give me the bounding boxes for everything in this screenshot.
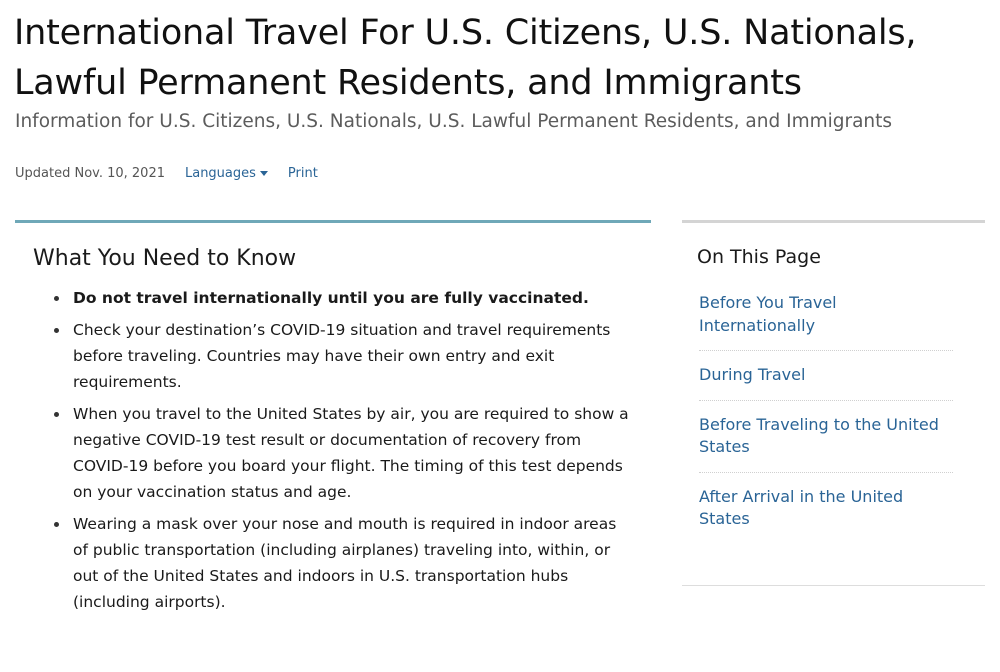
languages-dropdown[interactable] — [185, 166, 268, 181]
page-subtitle: Information for U.S. Citizens, U.S. Nationals, U.S. Lawful Permanent Residents, and Immigrants — [15, 111, 893, 132]
list-item: When you travel to the United States by air, you are required to show a negative COVID-19 test result or documentation of recovery from COVID-19 before you board your flight. The timing of this test depends on your vaccination status and age. — [73, 401, 633, 505]
key-points-list — [73, 285, 633, 621]
list-item: Do not travel internationally until you are fully vaccinated. — [73, 285, 633, 311]
sidebar-link-before-traveling-to-us[interactable]: Before Traveling to the United States — [699, 414, 939, 456]
print-link[interactable]: Print — [287, 165, 318, 181]
sidebar-link-before-you-travel[interactable]: Before You Travel Internationally — [699, 293, 837, 335]
sidebar-item — [699, 485, 953, 544]
sidebar-link-during-travel[interactable]: During Travel — [699, 365, 806, 384]
page-meta-row — [15, 163, 318, 183]
card-heading: What You Need to Know — [33, 246, 297, 271]
what-you-need-to-know-card — [15, 220, 651, 663]
list-item: Wearing a mask over your nose and mouth is required in indoor areas of public transportation (including airplanes) traveling into, within, or out of the United States and indoors in U.S. transportation hubs (including airports). — [73, 511, 633, 615]
sidebar-link-list — [699, 291, 953, 556]
sidebar-heading: On This Page — [697, 246, 821, 268]
languages-label: Languages — [184, 165, 256, 181]
updated-date: Updated Nov. 10, 2021 — [15, 165, 165, 181]
sidebar-item — [699, 291, 953, 351]
sidebar-item — [699, 363, 953, 401]
sidebar-link-after-arrival[interactable]: After Arrival in the United States — [699, 486, 904, 528]
caret-down-icon — [260, 171, 268, 176]
sidebar-item — [699, 413, 953, 473]
list-item: Check your destination’s COVID-19 situation and travel requirements before traveling. Countries may have their own entry and exit requirements. — [73, 317, 633, 395]
on-this-page-sidebar — [682, 220, 985, 586]
page-title: International Travel For U.S. Citizens, U.S. Nationals, Lawful Permanent Residents, and Immigrants — [14, 13, 917, 103]
